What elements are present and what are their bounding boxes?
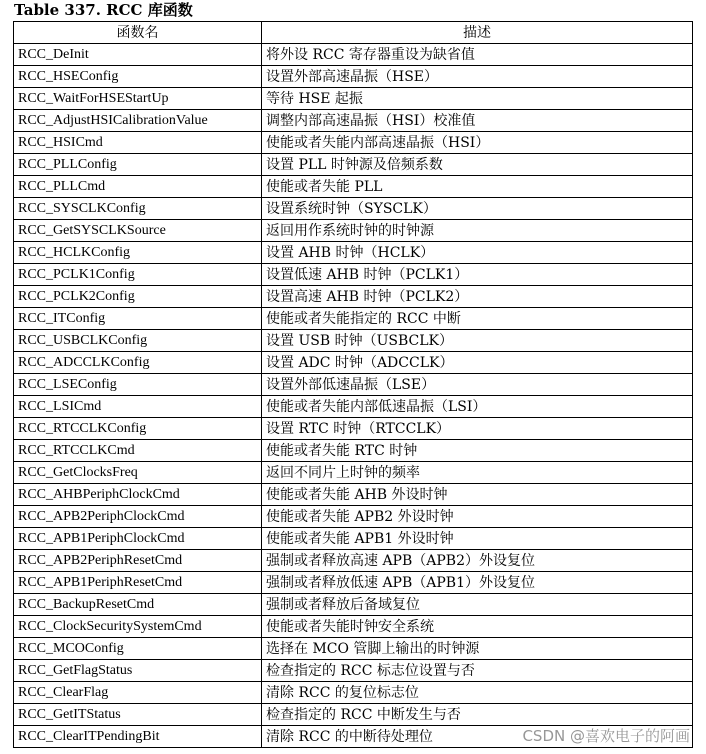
table-row — [14, 88, 693, 110]
description-cell: 使能或者失能指定的 RCC 中断 — [262, 308, 693, 330]
description-cell: 设置外部高速晶振（HSE） — [262, 66, 693, 88]
table-row — [14, 682, 693, 704]
description-cell: 强制或者释放高速 APB（APB2）外设复位 — [262, 550, 693, 572]
table-row — [14, 704, 693, 726]
table-row — [14, 638, 693, 660]
description-cell: 等待 HSE 起振 — [262, 88, 693, 110]
function-name-cell: RCC_APB2PeriphResetCmd — [14, 550, 262, 572]
table-row — [14, 132, 693, 154]
description-cell: 检查指定的 RCC 中断发生与否 — [262, 704, 693, 726]
description-cell: 使能或者失能 APB1 外设时钟 — [262, 528, 693, 550]
description-cell: 设置 RTC 时钟（RTCCLK） — [262, 418, 693, 440]
function-name-cell: RCC_WaitForHSEStartUp — [14, 88, 262, 110]
watermark: CSDN @喜欢电子的阿画 — [522, 727, 690, 745]
description-cell: 设置低速 AHB 时钟（PCLK1） — [262, 264, 693, 286]
table-row — [14, 462, 693, 484]
table-row — [14, 352, 693, 374]
function-name-cell: RCC_DeInit — [14, 44, 262, 66]
function-name-cell: RCC_APB2PeriphClockCmd — [14, 506, 262, 528]
function-name-cell: RCC_PLLCmd — [14, 176, 262, 198]
table-caption: Table 337. RCC 库函数 — [14, 1, 193, 19]
rcc-function-table — [13, 21, 693, 748]
table-row — [14, 484, 693, 506]
description-cell: 返回用作系统时钟的时钟源 — [262, 220, 693, 242]
table-row — [14, 330, 693, 352]
function-name-cell: RCC_RTCCLKConfig — [14, 418, 262, 440]
description-cell: 选择在 MCO 管脚上输出的时钟源 — [262, 638, 693, 660]
table-row — [14, 198, 693, 220]
function-name-cell: RCC_GetFlagStatus — [14, 660, 262, 682]
function-name-cell: RCC_LSEConfig — [14, 374, 262, 396]
description-cell: 设置 ADC 时钟（ADCCLK） — [262, 352, 693, 374]
function-name-cell: RCC_AdjustHSICalibrationValue — [14, 110, 262, 132]
function-name-cell: RCC_AHBPeriphClockCmd — [14, 484, 262, 506]
description-cell: 设置 USB 时钟（USBCLK） — [262, 330, 693, 352]
table-row — [14, 220, 693, 242]
table-row — [14, 594, 693, 616]
header-function-name: 函数名 — [14, 22, 262, 44]
function-name-cell: RCC_ClockSecuritySystemCmd — [14, 616, 262, 638]
table-row — [14, 286, 693, 308]
function-name-cell: RCC_HSICmd — [14, 132, 262, 154]
description-cell: 设置 AHB 时钟（HCLK） — [262, 242, 693, 264]
function-name-cell: RCC_ClearFlag — [14, 682, 262, 704]
description-cell: 检查指定的 RCC 标志位设置与否 — [262, 660, 693, 682]
description-cell: 设置外部低速晶振（LSE） — [262, 374, 693, 396]
table-row — [14, 660, 693, 682]
function-name-cell: RCC_PLLConfig — [14, 154, 262, 176]
function-name-cell: RCC_HCLKConfig — [14, 242, 262, 264]
description-cell: 调整内部高速晶振（HSI）校准值 — [262, 110, 693, 132]
table-row — [14, 374, 693, 396]
function-name-cell: RCC_HSEConfig — [14, 66, 262, 88]
table-row — [14, 176, 693, 198]
description-cell: 清除 RCC 的复位标志位 — [262, 682, 693, 704]
description-cell: 使能或者失能 PLL — [262, 176, 693, 198]
description-cell: 设置高速 AHB 时钟（PCLK2） — [262, 286, 693, 308]
function-name-cell: RCC_APB1PeriphResetCmd — [14, 572, 262, 594]
description-cell: 使能或者失能 RTC 时钟 — [262, 440, 693, 462]
table-row — [14, 110, 693, 132]
table-row — [14, 242, 693, 264]
function-name-cell: RCC_PCLK2Config — [14, 286, 262, 308]
description-cell: 使能或者失能 AHB 外设时钟 — [262, 484, 693, 506]
table-row — [14, 308, 693, 330]
function-name-cell: RCC_ClearITPendingBit — [14, 726, 262, 748]
table-row — [14, 572, 693, 594]
table-row — [14, 66, 693, 88]
description-cell: 清除 RCC 的中断待处理位 — [262, 726, 693, 748]
table-row — [14, 440, 693, 462]
description-cell: 将外设 RCC 寄存器重设为缺省值 — [262, 44, 693, 66]
table-row — [14, 506, 693, 528]
table-row — [14, 550, 693, 572]
description-cell: 使能或者失能 APB2 外设时钟 — [262, 506, 693, 528]
function-name-cell: RCC_ITConfig — [14, 308, 262, 330]
description-cell: 强制或者释放低速 APB（APB1）外设复位 — [262, 572, 693, 594]
description-cell: 使能或者失能时钟安全系统 — [262, 616, 693, 638]
function-name-cell: RCC_GetSYSCLKSource — [14, 220, 262, 242]
function-name-cell: RCC_RTCCLKCmd — [14, 440, 262, 462]
description-cell: 返回不同片上时钟的频率 — [262, 462, 693, 484]
description-cell: 设置 PLL 时钟源及倍频系数 — [262, 154, 693, 176]
function-name-cell: RCC_PCLK1Config — [14, 264, 262, 286]
table-row — [14, 44, 693, 66]
description-cell: 使能或者失能内部低速晶振（LSI） — [262, 396, 693, 418]
table-header-row — [14, 22, 693, 44]
description-cell: 设置系统时钟（SYSCLK） — [262, 198, 693, 220]
table-row — [14, 616, 693, 638]
function-name-cell: RCC_GetClocksFreq — [14, 462, 262, 484]
description-cell: 强制或者释放后备域复位 — [262, 594, 693, 616]
function-name-cell: RCC_SYSCLKConfig — [14, 198, 262, 220]
header-description: 描述 — [262, 22, 693, 44]
table-row — [14, 418, 693, 440]
table-row — [14, 154, 693, 176]
table-row — [14, 396, 693, 418]
function-name-cell: RCC_GetITStatus — [14, 704, 262, 726]
table-row — [14, 264, 693, 286]
function-name-cell: RCC_ADCCLKConfig — [14, 352, 262, 374]
function-name-cell: RCC_USBCLKConfig — [14, 330, 262, 352]
function-name-cell: RCC_MCOConfig — [14, 638, 262, 660]
table-row — [14, 528, 693, 550]
function-name-cell: RCC_APB1PeriphClockCmd — [14, 528, 262, 550]
description-cell: 使能或者失能内部高速晶振（HSI） — [262, 132, 693, 154]
function-name-cell: RCC_LSICmd — [14, 396, 262, 418]
function-name-cell: RCC_BackupResetCmd — [14, 594, 262, 616]
